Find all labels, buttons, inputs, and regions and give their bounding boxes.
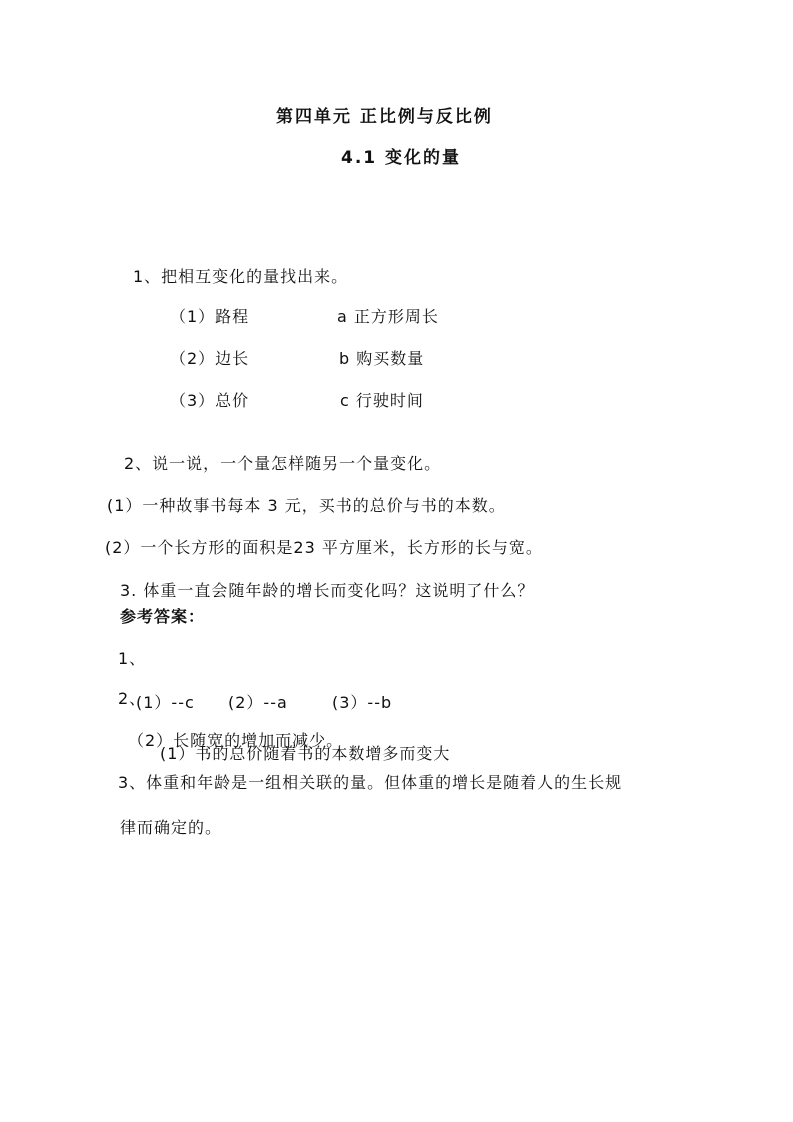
question-1-right-item: a 正方形周长 [337, 307, 439, 326]
answer-2-line: （2）长随宽的增加而减少。 [128, 731, 344, 750]
answer-1-pair: (2）--a [228, 693, 288, 712]
answer-3-line: 律而确定的。 [120, 818, 223, 837]
answer-3-line: 3、体重和年龄是一组相关联的量。但体重的增长是随着人的生长规 [118, 773, 623, 792]
question-3-prompt: 3. 体重一直会随年龄的增长而变化吗？这说明了什么？ [120, 581, 535, 600]
unit-title: 第四单元 正比例与反比例 [276, 107, 493, 127]
question-1-right-item: c 行驶时间 [340, 391, 424, 410]
question-2-prompt: 2、说一说，一个量怎样随另一个量变化。 [124, 454, 442, 473]
question-1-left-item: （2）边长 [170, 349, 250, 368]
answer-1-pair: (1）--c [136, 693, 195, 712]
question-1-right-item: b 购买数量 [339, 349, 425, 368]
question-2-item: (1）一种故事书每本 3 元，买书的总价与书的本数。 [107, 496, 506, 515]
question-1-left-item: （1）路程 [170, 307, 250, 326]
answer-1-pair: (3）--b [332, 693, 393, 712]
answers-heading: 参考答案： [120, 607, 206, 626]
lesson-title: 4.1 变化的量 [341, 148, 462, 168]
question-1-left-item: （3）总价 [170, 391, 250, 410]
question-2-item: (2）一个长方形的面积是23 平方厘米，长方形的长与宽。 [105, 538, 543, 557]
question-1-prompt: 1、把相互变化的量找出来。 [133, 267, 349, 286]
answer-2-label: 2、 [118, 689, 147, 708]
answer-2-line: (1）书的总价随着书的本数增多而变大 [160, 744, 451, 763]
answer-1-label: 1、 [118, 649, 147, 668]
